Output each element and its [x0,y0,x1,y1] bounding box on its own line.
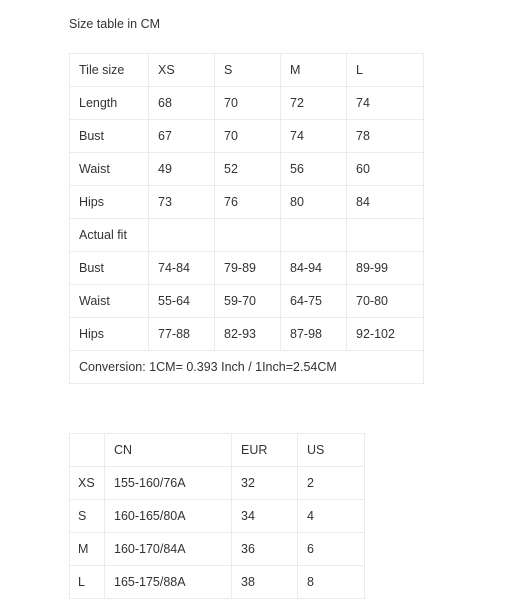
table-cell: 79-89 [215,252,281,285]
table-cell: 74 [281,120,347,153]
table-cell: 49 [149,153,215,186]
header-cell: M [281,54,347,87]
row-label: XS [70,467,105,500]
table-cell: 70-80 [347,285,424,318]
row-label: Length [70,87,149,120]
table-cell: 8 [298,566,365,599]
table-cell [347,219,424,252]
table-cell: 70 [215,87,281,120]
table-row [70,153,424,186]
table-cell: 92-102 [347,318,424,351]
table-cell: 76 [215,186,281,219]
table-cell: 160-165/80A [105,500,232,533]
table-cell: 34 [232,500,298,533]
table-row [70,285,424,318]
row-label: L [70,566,105,599]
table-cell: 36 [232,533,298,566]
row-label: M [70,533,105,566]
table-cell: 155-160/76A [105,467,232,500]
table-header-row [70,54,424,87]
table-cell: 82-93 [215,318,281,351]
size-conversion-table [69,433,365,599]
row-label: Waist [70,285,149,318]
table-cell: 78 [347,120,424,153]
table-cell [149,219,215,252]
size-table [69,53,424,384]
row-label: Hips [70,318,149,351]
table-row [70,318,424,351]
table-cell: 73 [149,186,215,219]
table-row [70,252,424,285]
table-cell: 74-84 [149,252,215,285]
table-cell: 60 [347,153,424,186]
table-cell: 89-99 [347,252,424,285]
table-cell [281,219,347,252]
table-cell: 2 [298,467,365,500]
table-footer-row [70,351,424,384]
row-label: Actual fit [70,219,149,252]
table-row [70,120,424,153]
table-cell: 32 [232,467,298,500]
table-cell: 72 [281,87,347,120]
table-cell: 74 [347,87,424,120]
table-row [70,533,365,566]
table-cell: 59-70 [215,285,281,318]
header-cell: CN [105,434,232,467]
table-cell: 52 [215,153,281,186]
header-cell: XS [149,54,215,87]
header-cell: S [215,54,281,87]
table-cell: 56 [281,153,347,186]
row-label: S [70,500,105,533]
table-cell: 165-175/88A [105,566,232,599]
page-title: Size table in CM [69,17,161,31]
table-cell: 38 [232,566,298,599]
table-row [70,186,424,219]
header-cell: L [347,54,424,87]
conversion-note: Conversion: 1CM= 0.393 Inch / 1Inch=2.54CM [70,351,424,384]
table-row [70,566,365,599]
row-label: Bust [70,252,149,285]
header-cell: US [298,434,365,467]
table-cell: 84-94 [281,252,347,285]
table-header-row [70,434,365,467]
table-row [70,219,424,252]
row-label: Hips [70,186,149,219]
table-cell: 6 [298,533,365,566]
table-cell: 67 [149,120,215,153]
table-row [70,500,365,533]
row-label: Bust [70,120,149,153]
table-cell: 64-75 [281,285,347,318]
table-row [70,87,424,120]
table-cell: 68 [149,87,215,120]
table-cell: 160-170/84A [105,533,232,566]
table-cell: 4 [298,500,365,533]
table-cell [215,219,281,252]
header-cell: EUR [232,434,298,467]
table-cell: 77-88 [149,318,215,351]
table-cell: 80 [281,186,347,219]
row-label: Waist [70,153,149,186]
table-row [70,467,365,500]
table-cell: 55-64 [149,285,215,318]
header-cell [70,434,105,467]
table-cell: 87-98 [281,318,347,351]
table-cell: 84 [347,186,424,219]
table-cell: 70 [215,120,281,153]
header-cell: Tile size [70,54,149,87]
